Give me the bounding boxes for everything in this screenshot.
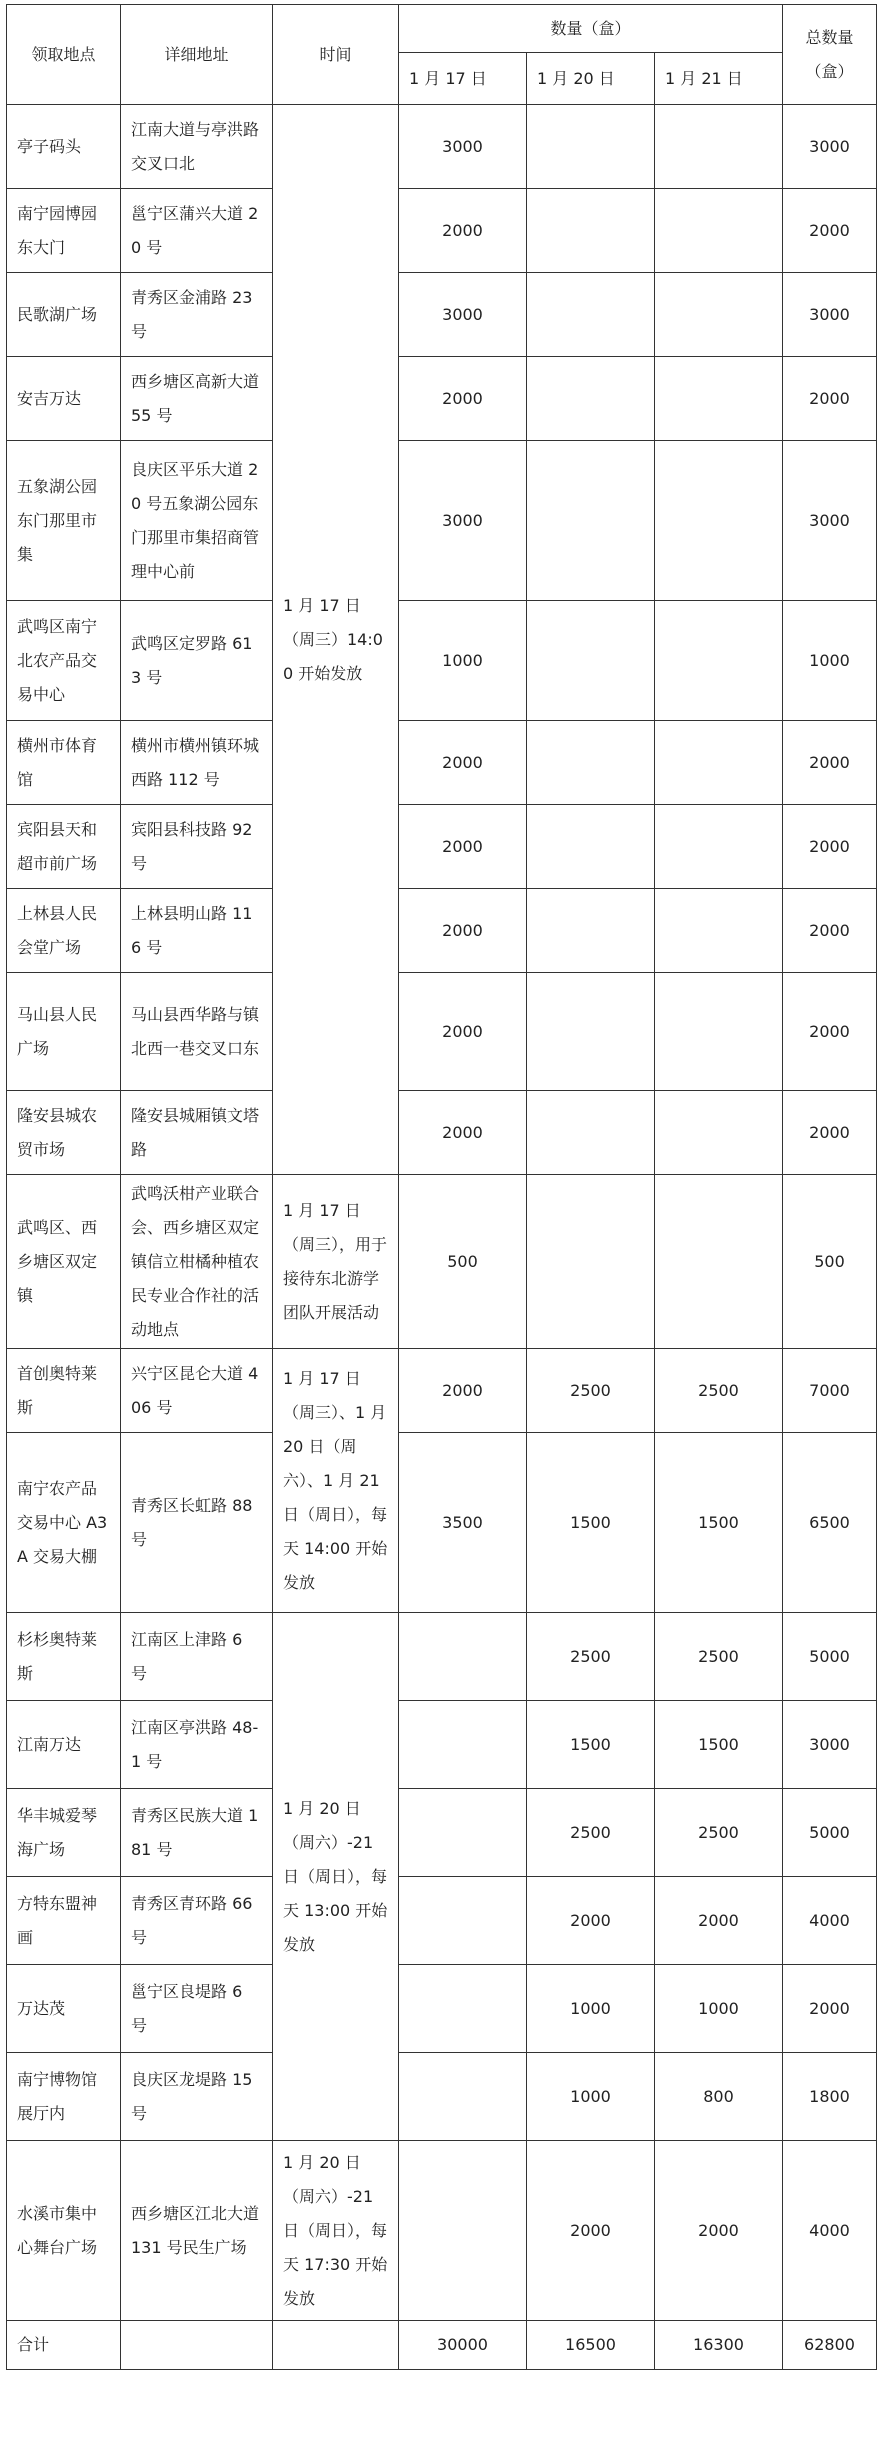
distribution-table	[6, 4, 877, 2370]
site-cell: 横州市体育馆	[7, 721, 121, 805]
qty-jan17-cell: 2000	[399, 189, 527, 273]
address-cell: 横州市横州镇环城西路 112 号	[121, 721, 273, 805]
site-cell: 水溪市集中心舞台广场	[7, 2141, 121, 2321]
table-row	[7, 1965, 877, 2053]
address-cell: 隆安县城厢镇文塔路	[121, 1091, 273, 1175]
table-row	[7, 1433, 877, 1613]
address-cell: 江南区上津路 6 号	[121, 1613, 273, 1701]
site-cell: 武鸣区南宁北农产品交易中心	[7, 601, 121, 721]
site-cell: 马山县人民广场	[7, 973, 121, 1091]
site-cell: 南宁园博园东大门	[7, 189, 121, 273]
qty-jan20-cell: 1000	[527, 2053, 655, 2141]
sum-total: 62800	[783, 2321, 877, 2370]
header-total	[783, 5, 877, 105]
total-cell: 2000	[783, 973, 877, 1091]
qty-jan17-cell: 2000	[399, 1091, 527, 1175]
qty-jan20-cell: 1000	[527, 1965, 655, 2053]
header-date-17: 1 月 17 日	[399, 53, 527, 105]
qty-jan21-cell	[655, 189, 783, 273]
site-cell: 方特东盟神画	[7, 1877, 121, 1965]
site-cell: 隆安县城农贸市场	[7, 1091, 121, 1175]
qty-jan17-cell: 2000	[399, 1349, 527, 1433]
address-cell: 武鸣区定罗路 613 号	[121, 601, 273, 721]
total-cell: 3000	[783, 441, 877, 601]
qty-jan20-cell	[527, 805, 655, 889]
time-cell: 1 月 20 日（周六）-21 日（周日），每天 17:30 开始发放	[273, 2141, 399, 2321]
site-cell: 南宁博物馆展厅内	[7, 2053, 121, 2141]
table-row	[7, 273, 877, 357]
site-cell: 宾阳县天和超市前广场	[7, 805, 121, 889]
site-cell: 江南万达	[7, 1701, 121, 1789]
table-row	[7, 189, 877, 273]
qty-jan17-cell: 3000	[399, 441, 527, 601]
qty-jan21-cell	[655, 721, 783, 805]
qty-jan20-cell: 1500	[527, 1433, 655, 1613]
table-row	[7, 1091, 877, 1175]
time-cell: 1 月 20 日（周六）-21 日（周日），每天 13:00 开始发放	[273, 1613, 399, 2141]
qty-jan21-cell	[655, 805, 783, 889]
table-row	[7, 889, 877, 973]
qty-jan17-cell	[399, 1701, 527, 1789]
sum-jan20: 16500	[527, 2321, 655, 2370]
header-site: 领取地点	[7, 5, 121, 105]
table-row	[7, 1175, 877, 1349]
site-cell: 首创奥特莱斯	[7, 1349, 121, 1433]
qty-jan21-cell	[655, 1175, 783, 1349]
qty-jan17-cell	[399, 2141, 527, 2321]
qty-jan21-cell	[655, 973, 783, 1091]
header-total-line1: 总数量	[805, 27, 854, 47]
qty-jan17-cell: 3000	[399, 273, 527, 357]
qty-jan20-cell: 2000	[527, 1877, 655, 1965]
table-row	[7, 721, 877, 805]
qty-jan21-cell: 2500	[655, 1349, 783, 1433]
total-cell: 3000	[783, 273, 877, 357]
total-cell: 1000	[783, 601, 877, 721]
table-row	[7, 601, 877, 721]
header-total-line2: （盒）	[805, 61, 854, 81]
qty-jan17-cell	[399, 2053, 527, 2141]
qty-jan21-cell: 1500	[655, 1701, 783, 1789]
header-date-20: 1 月 20 日	[527, 53, 655, 105]
site-cell: 安吉万达	[7, 357, 121, 441]
sum-row	[7, 2321, 877, 2370]
address-cell: 青秀区金浦路 23 号	[121, 273, 273, 357]
total-cell: 5000	[783, 1613, 877, 1701]
qty-jan17-cell: 2000	[399, 357, 527, 441]
qty-jan21-cell: 2000	[655, 1877, 783, 1965]
qty-jan20-cell	[527, 973, 655, 1091]
total-cell: 7000	[783, 1349, 877, 1433]
header-quantity: 数量（盒）	[399, 5, 783, 53]
site-cell: 杉杉奥特莱斯	[7, 1613, 121, 1701]
qty-jan17-cell: 2000	[399, 973, 527, 1091]
address-cell: 宾阳县科技路 92 号	[121, 805, 273, 889]
qty-jan20-cell: 2500	[527, 1613, 655, 1701]
qty-jan21-cell	[655, 105, 783, 189]
table-row	[7, 105, 877, 189]
table-row	[7, 441, 877, 601]
qty-jan21-cell	[655, 441, 783, 601]
total-cell: 1800	[783, 2053, 877, 2141]
qty-jan17-cell	[399, 1877, 527, 1965]
address-cell: 江南区亭洪路 48-1 号	[121, 1701, 273, 1789]
address-cell: 武鸣沃柑产业联合会、西乡塘区双定镇信立柑橘种植农民专业合作社的活动地点	[121, 1175, 273, 1349]
site-cell: 武鸣区、西乡塘区双定镇	[7, 1175, 121, 1349]
table-row	[7, 357, 877, 441]
table-row	[7, 973, 877, 1091]
total-cell: 3000	[783, 1701, 877, 1789]
qty-jan17-cell	[399, 1613, 527, 1701]
qty-jan17-cell: 2000	[399, 889, 527, 973]
qty-jan17-cell: 2000	[399, 805, 527, 889]
qty-jan17-cell: 500	[399, 1175, 527, 1349]
address-cell: 青秀区长虹路 88 号	[121, 1433, 273, 1613]
address-cell: 青秀区青环路 66 号	[121, 1877, 273, 1965]
qty-jan21-cell	[655, 889, 783, 973]
qty-jan21-cell	[655, 273, 783, 357]
total-cell: 2000	[783, 889, 877, 973]
qty-jan17-cell	[399, 1965, 527, 2053]
address-cell: 良庆区平乐大道 20 号五象湖公园东门那里市集招商管理中心前	[121, 441, 273, 601]
time-cell: 1 月 17 日（周三），用于接待东北游学团队开展活动	[273, 1175, 399, 1349]
qty-jan20-cell: 2000	[527, 2141, 655, 2321]
qty-jan20-cell	[527, 441, 655, 601]
header-time: 时间	[273, 5, 399, 105]
table-row	[7, 1349, 877, 1433]
table-row	[7, 2141, 877, 2321]
address-cell: 西乡塘区高新大道 55 号	[121, 357, 273, 441]
site-cell: 五象湖公园东门那里市集	[7, 441, 121, 601]
qty-jan21-cell	[655, 1091, 783, 1175]
qty-jan21-cell	[655, 601, 783, 721]
header-address: 详细地址	[121, 5, 273, 105]
sum-jan21: 16300	[655, 2321, 783, 2370]
qty-jan20-cell	[527, 1091, 655, 1175]
total-cell: 2000	[783, 189, 877, 273]
qty-jan20-cell	[527, 357, 655, 441]
qty-jan20-cell: 2500	[527, 1789, 655, 1877]
qty-jan21-cell: 2500	[655, 1613, 783, 1701]
table-row	[7, 805, 877, 889]
qty-jan20-cell	[527, 601, 655, 721]
sum-label: 合计	[7, 2321, 121, 2370]
address-cell: 青秀区民族大道 181 号	[121, 1789, 273, 1877]
table-row	[7, 2053, 877, 2141]
address-cell: 兴宁区昆仑大道 406 号	[121, 1349, 273, 1433]
qty-jan21-cell: 1000	[655, 1965, 783, 2053]
qty-jan17-cell: 2000	[399, 721, 527, 805]
header-row-1	[7, 5, 877, 53]
table-row	[7, 1613, 877, 1701]
site-cell: 万达茂	[7, 1965, 121, 2053]
total-cell: 6500	[783, 1433, 877, 1613]
qty-jan21-cell: 2500	[655, 1789, 783, 1877]
qty-jan21-cell	[655, 357, 783, 441]
total-cell: 2000	[783, 805, 877, 889]
qty-jan20-cell	[527, 1175, 655, 1349]
qty-jan21-cell: 1500	[655, 1433, 783, 1613]
address-cell: 马山县西华路与镇北西一巷交叉口东	[121, 973, 273, 1091]
site-cell: 民歌湖广场	[7, 273, 121, 357]
sum-time-empty	[273, 2321, 399, 2370]
qty-jan17-cell: 1000	[399, 601, 527, 721]
total-cell: 500	[783, 1175, 877, 1349]
site-cell: 南宁农产品交易中心 A3A 交易大棚	[7, 1433, 121, 1613]
total-cell: 2000	[783, 721, 877, 805]
qty-jan20-cell	[527, 721, 655, 805]
table-row	[7, 1789, 877, 1877]
site-cell: 华丰城爱琴海广场	[7, 1789, 121, 1877]
total-cell: 2000	[783, 1965, 877, 2053]
site-cell: 亭子码头	[7, 105, 121, 189]
address-cell: 西乡塘区江北大道 131 号民生广场	[121, 2141, 273, 2321]
table-row	[7, 1877, 877, 1965]
qty-jan21-cell: 800	[655, 2053, 783, 2141]
qty-jan20-cell	[527, 105, 655, 189]
time-cell: 1 月 17 日（周三）、1 月 20 日（周六）、1 月 21 日（周日），每天 14:00 开始发放	[273, 1349, 399, 1613]
total-cell: 2000	[783, 357, 877, 441]
total-cell: 4000	[783, 2141, 877, 2321]
total-cell: 5000	[783, 1789, 877, 1877]
qty-jan20-cell: 2500	[527, 1349, 655, 1433]
header-date-21: 1 月 21 日	[655, 53, 783, 105]
qty-jan17-cell	[399, 1789, 527, 1877]
qty-jan20-cell	[527, 189, 655, 273]
address-cell: 邕宁区蒲兴大道 20 号	[121, 189, 273, 273]
total-cell: 2000	[783, 1091, 877, 1175]
qty-jan20-cell	[527, 273, 655, 357]
total-cell: 4000	[783, 1877, 877, 1965]
address-cell: 江南大道与亭洪路交叉口北	[121, 105, 273, 189]
qty-jan20-cell	[527, 889, 655, 973]
table-row	[7, 1701, 877, 1789]
qty-jan20-cell: 1500	[527, 1701, 655, 1789]
address-cell: 邕宁区良堤路 6 号	[121, 1965, 273, 2053]
total-cell: 3000	[783, 105, 877, 189]
qty-jan21-cell: 2000	[655, 2141, 783, 2321]
address-cell: 上林县明山路 116 号	[121, 889, 273, 973]
address-cell: 良庆区龙堤路 15 号	[121, 2053, 273, 2141]
sum-jan17: 30000	[399, 2321, 527, 2370]
table-body	[7, 105, 877, 2370]
sum-address-empty	[121, 2321, 273, 2370]
qty-jan17-cell: 3000	[399, 105, 527, 189]
qty-jan17-cell: 3500	[399, 1433, 527, 1613]
time-cell: 1 月 17 日（周三）14:00 开始发放	[273, 105, 399, 1175]
site-cell: 上林县人民会堂广场	[7, 889, 121, 973]
